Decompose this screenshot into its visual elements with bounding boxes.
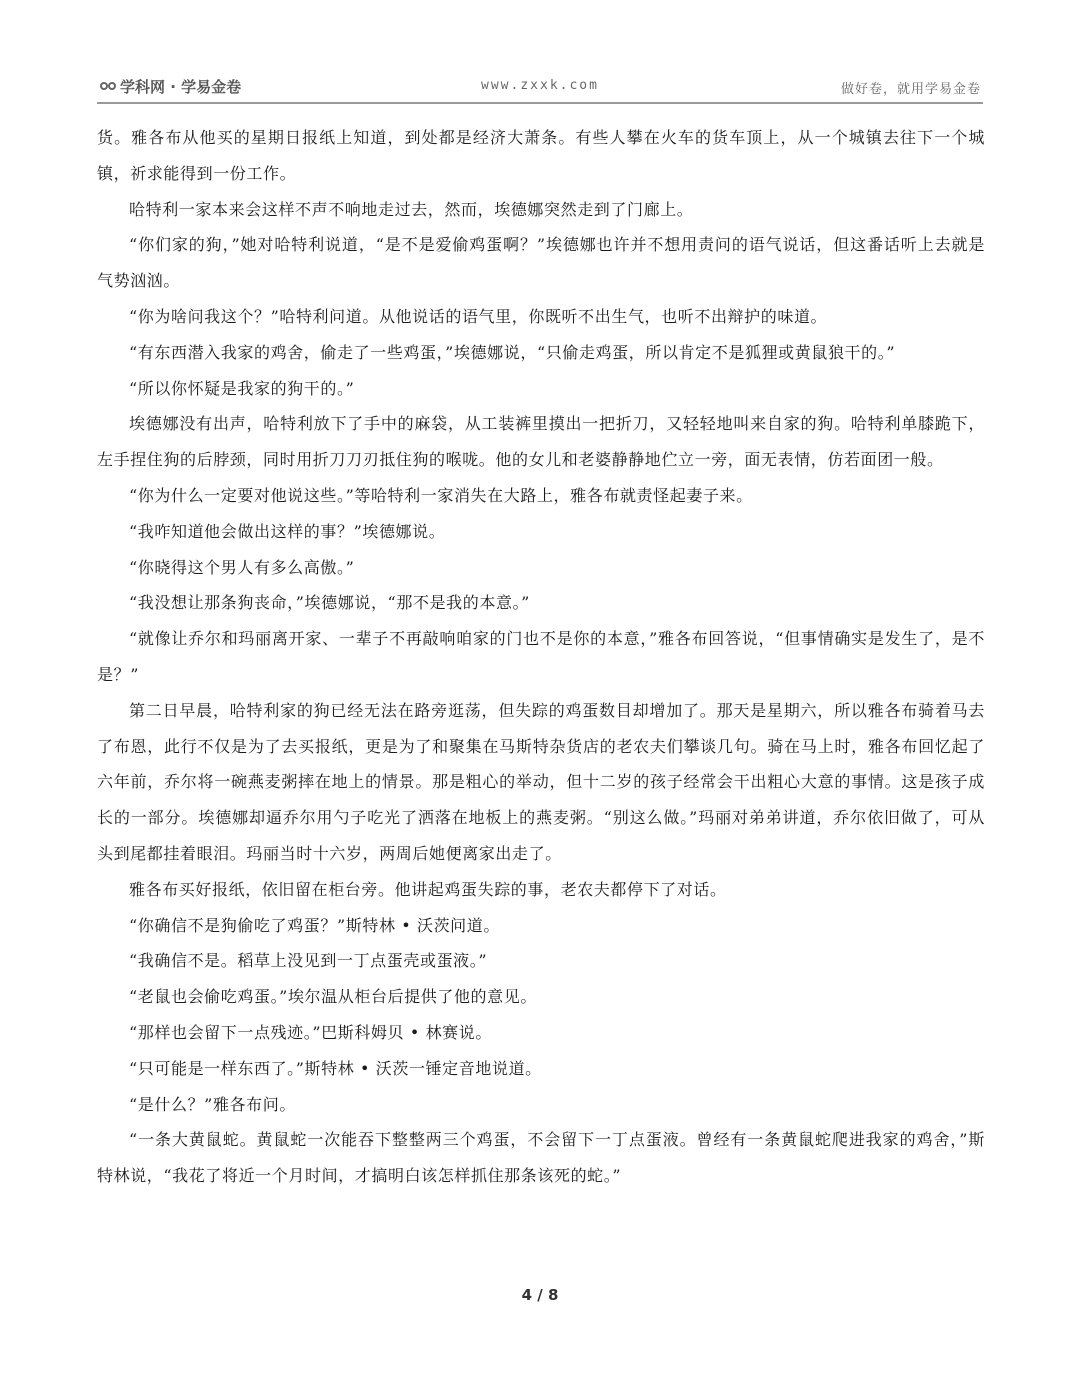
paragraph: “是什么？”雅各布问。 (129, 1094, 296, 1114)
paragraph: 埃德娜没有出声，哈特利放下了手中的麻袋，从工装裤里摸出一把折刀，又轻轻地叫来自家的狗。哈特利单膝跪下，左手捏住狗的后脖颈，同时用折刀刀刃抵住狗的喉咙。他的女儿和老婆静静地伫立一旁，面无表情，仿若面团一般。 (97, 414, 985, 470)
article-body (97, 120, 985, 1194)
paragraph: “有东西潜入我家的鸡舍，偷走了一些鸡蛋，”埃德娜说，“只偷走鸡蛋，所以肯定不是狐狸或黄鼠狼干的。” (129, 342, 896, 362)
site-url: www.zxxk.com (481, 78, 599, 93)
paragraph: 第二日早晨，哈特利家的狗已经无法在路旁逛荡，但失踪的鸡蛋数目却增加了。那天是星期六，所以雅各布骑着马去了布恩，此行不仅是为了去买报纸，更是为了和聚集在马斯特杂货店的老农夫们攀谈几句。骑在马上时，雅各布回忆起了六年前，乔尔将一碗燕麦粥摔在地上的情景。那是粗心的举动，但十二岁的孩子经常会干出粗心大意的事情。这是孩子成长的一部分。埃德娜却逼乔尔用勺子吃光了洒落在地板上的燕麦粥。“别这么做。”玛丽对弟弟讲道，乔尔依旧做了，可从头到尾都挂着眼泪。玛丽当时十六岁，两周后她便离家出走了。 (97, 700, 985, 863)
paragraph: “老鼠也会偷吃鸡蛋。”埃尔温从柜台后提供了他的意见。 (129, 987, 537, 1007)
page-number: 4 / 8 (521, 1286, 559, 1304)
paragraph: “就像让乔尔和玛丽离开家、一辈子不再敲响咱家的门也不是你的本意，”雅各布回答说，“但事情确实是发生了，是不是？” (97, 629, 985, 684)
page-header (97, 70, 983, 104)
paragraph: “你确信不是狗偷吃了鸡蛋？”斯特林 • 沃茨问道。 (129, 915, 500, 935)
header-slogan: 做好卷，就用学易金卷 (840, 82, 981, 97)
paragraph: “我没想让那条狗丧命，”埃德娜说，“那不是我的本意。” (129, 593, 530, 613)
paragraph: 哈特利一家本来会这样不声不响地走过去，然而，埃德娜突然走到了门廊上。 (129, 199, 694, 219)
paragraph: “只可能是一样东西了。”斯特林 • 沃茨一锤定音地说道。 (129, 1058, 542, 1078)
paragraph: “你晓得这个男人有多么高傲。” (129, 557, 355, 577)
paragraph: 雅各布买好报纸，依旧留在柜台旁。他讲起鸡蛋失踪的事，老农夫都停下了对话。 (129, 879, 727, 899)
paragraph: “你为什么一定要对他说这些。”等哈特利一家消失在大路上，雅各布就责怪起妻子来。 (129, 485, 753, 505)
logo-text: 学科网 · 学易金卷 (120, 78, 242, 96)
paragraph: “我确信不是。稻草上没见到一丁点蛋壳或蛋液。” (129, 951, 488, 971)
paragraph: “所以你怀疑是我家的狗干的。” (129, 378, 355, 398)
paragraph: “那样也会留下一点残迹。”巴斯科姆贝 • 林赛说。 (129, 1022, 492, 1042)
paragraph: “你们家的狗，”她对哈特利说道，“是不是爱偷鸡蛋啊？”埃德娜也许并不想用责问的语气说话，但这番话听上去就是气势汹汹。 (97, 235, 985, 291)
paragraph: 货。雅各布从他买的星期日报纸上知道，到处都是经济大萧条。有些人攀在火车的货车顶上，从一个城镇去往下一个城镇，祈求能得到一份工作。 (97, 128, 985, 183)
paragraph: “我咋知道他会做出这样的事？”埃德娜说。 (129, 521, 446, 541)
paragraph: “你为啥问我这个？”哈特利问道。从他说话的语气里，你既听不出生气，也听不出辩护的味道。 (129, 306, 828, 326)
paragraph: “一条大黄鼠蛇。黄鼠蛇一次能吞下整整两三个鸡蛋，不会留下一丁点蛋液。曾经有一条黄鼠蛇爬进我家的鸡舍，”斯特林说，“我花了将近一个月时间，才搞明白该怎样抓住那条该死的蛇。” (97, 1130, 985, 1186)
